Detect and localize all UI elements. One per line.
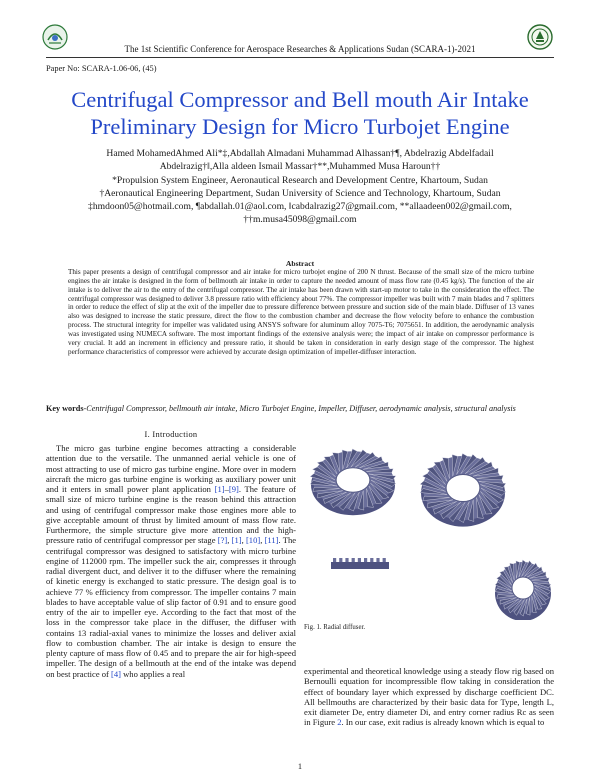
diffuser-hub-bore [512,577,534,599]
paper-number: Paper No: SCARA-1.06-06, (45) [46,64,157,73]
diffuser-side-vane [345,558,348,562]
citation-link[interactable]: [11] [264,535,279,546]
citation-link[interactable]: [9] [228,484,239,494]
right-text-1: experimental and theoretical knowledge using a steady flow rig based on Bernoulli equation for incompressible flow taking in consideration the effect of boundary layer which expressed by discharge coefficient DC. All bellmouths are characterized by their basic data for Type, length L, exit diameter De, entry diameter Di, and entry corner radius Rc as seen in Figure [304,666,554,728]
figure-radial-diffuser [305,438,555,620]
conference-header: The 1st Scientific Conference for Aerospace Researches & Applications Sudan (SCARA-1)-2021 [124,44,476,54]
diffuser-isometric-view-b [420,453,506,526]
author-block [46,147,554,227]
citation-link[interactable]: [1] [231,535,242,546]
diffuser-side-vane [364,558,367,562]
diffuser-side-vane [376,558,379,562]
citation-link[interactable]: [?] [217,535,228,546]
abstract-heading: Abstract [285,259,315,268]
diffuser-hub-bore [446,475,480,502]
intro-text-5: , [260,535,265,546]
right-column-body [304,666,554,728]
affiliation-2: †Aeronautical Engineering Department, Sudan University of Science and Technology, Khartoum, Sudan [99,187,501,199]
citation-link[interactable]: [1] [214,484,225,494]
section-heading-introduction: I. Introduction [144,430,198,439]
intro-text-3: , [227,535,232,546]
diffuser-hub-bore [336,468,370,492]
keywords-label: Key words [46,404,84,413]
citation-link[interactable]: [10] [245,535,261,546]
diffuser-front-view [495,560,551,620]
paper-title [46,86,554,140]
university-seal-icon [527,24,553,50]
affiliation-1: *Propulsion System Engineer, Aeronautical Research and Development Centre, Khartoum, Sudan [112,174,488,186]
header-rule [46,57,554,58]
title-line-2: Preliminary Design for Micro Turbojet Engine [90,114,510,139]
abstract-text: This paper presents a design of centrifugal compressor and air intake for micro turbojet engine of 200 N thrust. Because of the small size of the micro turbine engines the air intake is designed in the form of bellmouth air intake in order to capture the needed amount of mass flow rate (0.45 kg/s). The function of the air intake is to deliver the air to the entry of the centrifugal compressor. The air intake has been drawn with start-up motor to take in the consideration the effect. The centrifugal compressor was designed to deliver 3.8 pressure ratio with efficiency about 77%. The compressor impeller was built with 7 main blades and 7 splitters in order to reduce the effect of slip at the exit of the impeller due to pressure difference between pressure and suction side of the main blade. Diffuser of 13 vanes also was designed to increase the static pressure, direct the flow to the combustion chamber and decrease the flow velocity before to enhance the combustion process. The structural integrity for impeller was validated using ANSYS software for aluminum alloy 7075-T6; 7075651. In addition, the aerodynamic analysis was investigated using NUMECA software. The most important findings of the extensive analysis were; the impact of air intake on compressor performance is very crucial. It add an increment in efficiency and pressure ratio, it should be taken in consideration in early design stage of the compressor. The highest performance characteristics of compressor were achieved by accurate design optimization of impeller-diffuser interaction. [68,268,534,356]
citation-link[interactable]: [4] [111,668,121,679]
authors-line-1: Hamed MohamedAhmed Ali*‡,Abdallah Almadani Muhammad Alhassan†¶, Abdelrazig Abdelfadail [106,148,494,159]
intro-text-4: , [241,535,246,546]
diffuser-side-vane [352,558,355,562]
intro-text-2: . The feature of small size of micro turbine engine is the reason behind this attraction and using of centrifugal compressor make those engines more able to give acceptable amount of thrust by limited amount of mass flow rate. Furthermore, the simple structure give more attention and the high-pressure ratio of centrifugal compressor per stage [46,484,296,546]
diffuser-side-vane [370,558,373,562]
right-column-paragraph [304,666,554,728]
intro-text-7: who applies a real [121,668,186,679]
keywords-text: -Centrifugal Compressor, bellmouth air intake, Micro Turbojet Engine, Impeller, Diffuser, aerodynamic analysis, structural analysis [83,404,516,413]
figure-caption: Fig. 1. Radial diffuser. [304,624,366,631]
emails-line-2: ††m.musa45098@gmail.com [243,214,357,226]
keywords [46,404,554,415]
introduction-paragraph [46,443,296,679]
diffuser-side-vane [333,558,336,562]
diffuser-side-vane [383,558,386,562]
page-number: 1 [297,762,303,771]
diffuser-side-vane [358,558,361,562]
right-text-2: . In our case, exit radius is already known which is equal to [341,717,545,728]
authors-line-2: Abdelrazig†‖,Alla aldeen Ismail Massar†**,Muhammed Musa Haroun†† [159,161,441,173]
diffuser-isometric-view-a [310,449,396,515]
diffuser-side-view [331,558,389,569]
figure-reference-link[interactable]: 2 [337,717,342,728]
title-line-1: Centrifugal Compressor and Bell mouth Air Intake [71,87,529,112]
intro-text-6: . The centrifugal compressor was designed to satisfactory with micro turbine engine of 112000 rpm. The impeller suck the air, compresses it through radial divergent duct, and deliver it to the diffuser where the remaining of kinetic energy is exchanged to static pressure. The design goal is to achieve 77 % efficiency from compressor. The impeller contains 7 main blades to have acceptable value of slip factor of 0.91 and to ensure good entry of the air to impeller eye. According to the fact that most of the loss in the compressor take place in the diffuser, the diffuser with contains 13 radial-axial vanes to minimize the losses and deliver axial flow to combustion chamber. The air intake is design to ensure the plenty capture of mass flow of 0.45 and to prepare the air for high-speed impeller. The design of a bellmouth at the end of the intake was depend on best practice of [46,535,297,679]
conference-logo-icon [42,24,68,50]
introduction-body [46,443,296,679]
citation-dash: – [224,484,229,494]
emails-line-1: ‡hmdoon05@hotmail.com, ¶abdallah.01@aol.com, ‖cabdalrazig27@gmail.com, **allaadeen002@gmail.com, [88,201,512,213]
diffuser-side-vane [339,558,342,562]
diffuser-side-body [331,562,389,569]
intro-text-1: The micro gas turbine engine becomes attracting a considerable attention due to the versatile. The unmanned aerial vehicle is one of most attracting to use of micro gas turbine engine. More over in modern aircraft the micro gas turbine engine is working as auxiliary power unit and it enters in small power plant application [46,443,296,494]
